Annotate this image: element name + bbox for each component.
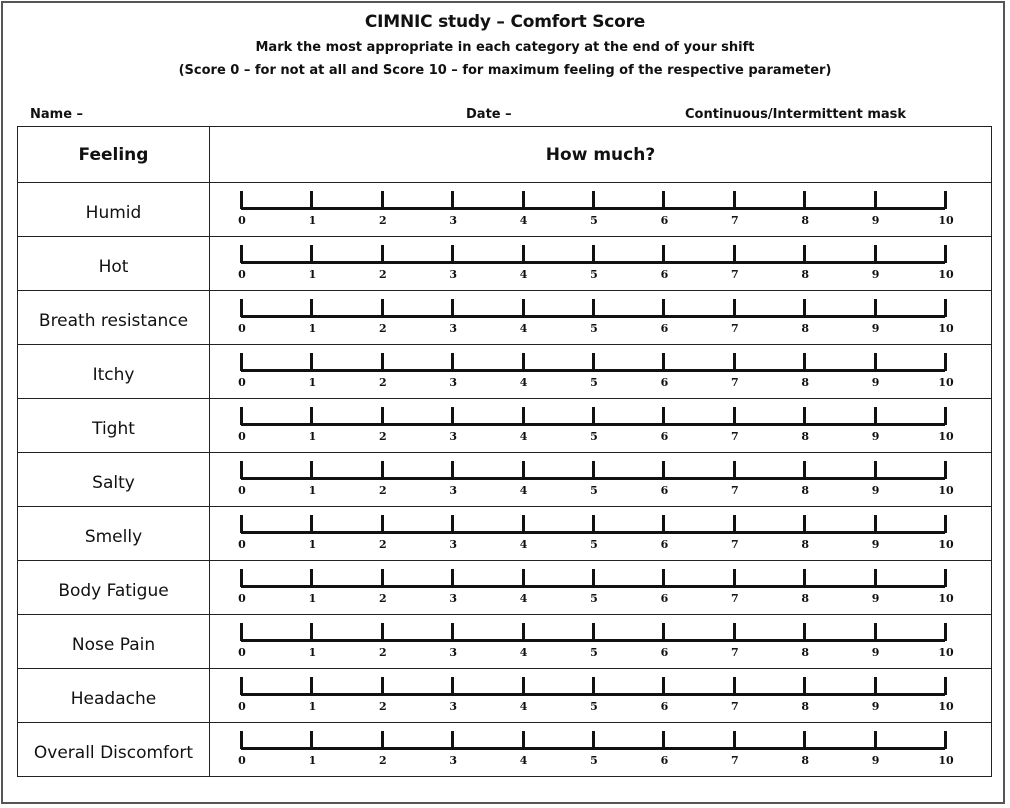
rating-scale-cell xyxy=(210,345,992,399)
scale-tick[interactable] xyxy=(592,191,595,209)
scale-tick[interactable] xyxy=(451,353,454,371)
scale-tick-label: 8 xyxy=(801,592,810,605)
scale-tick-label: 1 xyxy=(308,268,317,281)
scale-tick-label: 6 xyxy=(660,376,669,389)
scale-tick[interactable] xyxy=(592,569,595,587)
scale-tick-label: 8 xyxy=(801,538,810,551)
scale-tick-label: 7 xyxy=(730,484,739,497)
scale-tick[interactable] xyxy=(522,515,525,533)
scale-tick-label: 3 xyxy=(449,592,458,605)
scale-tick[interactable] xyxy=(803,731,806,749)
scale-tick-label: 7 xyxy=(730,700,739,713)
scale-tick[interactable] xyxy=(381,623,384,641)
scale-tick[interactable] xyxy=(522,191,525,209)
scale-tick-label: 2 xyxy=(378,322,387,335)
scale-tick-label: 3 xyxy=(449,430,458,443)
scale-tick[interactable] xyxy=(240,299,243,317)
scale-tick-label: 6 xyxy=(660,754,669,767)
scale-tick[interactable] xyxy=(381,191,384,209)
scale-tick-label: 1 xyxy=(308,700,317,713)
scale-tick-label: 5 xyxy=(590,214,598,227)
rating-scale[interactable] xyxy=(210,183,992,236)
scale-tick-label: 5 xyxy=(590,376,598,389)
scoring-note: (Score 0 – for not at all and Score 10 – for maximum feeling of the respective parameter) xyxy=(178,63,832,78)
scale-tick-label: 4 xyxy=(519,538,528,551)
rating-scale-cell xyxy=(210,669,992,723)
scale-tick[interactable] xyxy=(310,623,313,641)
scale-tick[interactable] xyxy=(874,299,877,317)
scale-tick[interactable] xyxy=(592,515,595,533)
scale-tick[interactable] xyxy=(381,407,384,425)
rating-scale[interactable] xyxy=(210,507,992,560)
scale-tick-label: 1 xyxy=(308,538,317,551)
scale-tick[interactable] xyxy=(662,623,665,641)
table-row xyxy=(18,345,992,399)
scale-tick-label: 2 xyxy=(378,376,387,389)
scale-tick-label: 4 xyxy=(519,214,528,227)
scale-tick[interactable] xyxy=(944,515,947,533)
scale-tick-label: 2 xyxy=(378,646,387,659)
scale-tick[interactable] xyxy=(381,731,384,749)
scale-tick[interactable] xyxy=(874,731,877,749)
scale-tick[interactable] xyxy=(733,623,736,641)
rating-scale[interactable] xyxy=(210,615,992,668)
scale-tick-label: 4 xyxy=(519,484,528,497)
scale-tick-label: 5 xyxy=(590,700,598,713)
scale-tick[interactable] xyxy=(592,353,595,371)
how-much-column-header: How much? xyxy=(210,127,992,183)
scale-tick[interactable] xyxy=(874,191,877,209)
scale-tick[interactable] xyxy=(522,245,525,263)
scale-tick-label: 7 xyxy=(730,754,739,767)
scale-tick[interactable] xyxy=(662,677,665,695)
scale-tick-label: 2 xyxy=(378,592,387,605)
mask-type-label: Continuous/Intermittent mask xyxy=(685,107,907,122)
scale-tick[interactable] xyxy=(733,191,736,209)
scale-tick[interactable] xyxy=(733,353,736,371)
scale-tick-label: 0 xyxy=(238,592,246,605)
scale-tick[interactable] xyxy=(310,299,313,317)
date-field-label: Date – xyxy=(466,107,512,122)
scale-tick-label: 7 xyxy=(730,268,739,281)
scale-tick-label: 1 xyxy=(308,376,317,389)
table-row xyxy=(18,507,992,561)
scale-tick[interactable] xyxy=(381,677,384,695)
table-row xyxy=(18,723,992,777)
table-row xyxy=(18,237,992,291)
scale-tick[interactable] xyxy=(240,461,243,479)
scale-tick[interactable] xyxy=(733,407,736,425)
table-row xyxy=(18,669,992,723)
scale-tick-label: 5 xyxy=(590,538,598,551)
scale-tick[interactable] xyxy=(522,299,525,317)
scale-tick[interactable] xyxy=(874,245,877,263)
scale-tick[interactable] xyxy=(522,623,525,641)
feeling-label: Breath resistance xyxy=(18,291,210,345)
scale-tick[interactable] xyxy=(522,407,525,425)
scale-tick-label: 9 xyxy=(871,484,880,497)
rating-scale-cell xyxy=(210,183,992,237)
scale-tick[interactable] xyxy=(874,623,877,641)
scale-tick[interactable] xyxy=(803,677,806,695)
scale-tick-label: 9 xyxy=(871,430,880,443)
feeling-label: Overall Discomfort xyxy=(18,723,210,777)
scale-tick[interactable] xyxy=(451,191,454,209)
scale-tick-label: 8 xyxy=(801,214,810,227)
scale-tick-label: 4 xyxy=(519,700,528,713)
scale-tick-label: 10 xyxy=(938,646,954,659)
scale-tick-label: 4 xyxy=(519,754,528,767)
scale-tick-label: 8 xyxy=(801,322,810,335)
feeling-label: Tight xyxy=(18,399,210,453)
scale-tick-label: 0 xyxy=(238,430,246,443)
scale-tick[interactable] xyxy=(803,515,806,533)
scale-tick[interactable] xyxy=(451,245,454,263)
scale-tick[interactable] xyxy=(944,245,947,263)
scale-tick[interactable] xyxy=(522,731,525,749)
table-row xyxy=(18,453,992,507)
scale-tick-label: 2 xyxy=(378,214,387,227)
scale-tick[interactable] xyxy=(733,245,736,263)
scale-tick[interactable] xyxy=(592,623,595,641)
scale-tick[interactable] xyxy=(662,353,665,371)
scale-tick-label: 9 xyxy=(871,646,880,659)
scale-tick-label: 7 xyxy=(730,646,739,659)
scale-tick[interactable] xyxy=(803,461,806,479)
scale-tick[interactable] xyxy=(662,515,665,533)
scale-tick-label: 1 xyxy=(308,430,317,443)
scale-tick[interactable] xyxy=(733,677,736,695)
scale-tick-label: 9 xyxy=(871,214,880,227)
scale-tick-label: 8 xyxy=(801,484,810,497)
feeling-label: Itchy xyxy=(18,345,210,399)
scale-tick[interactable] xyxy=(944,731,947,749)
scale-tick[interactable] xyxy=(662,245,665,263)
scale-tick-label: 9 xyxy=(871,592,880,605)
scale-tick-label: 5 xyxy=(590,592,598,605)
scale-tick[interactable] xyxy=(310,569,313,587)
scale-tick[interactable] xyxy=(733,299,736,317)
scale-tick-label: 6 xyxy=(660,538,669,551)
scale-tick-label: 4 xyxy=(519,322,528,335)
rating-scale-cell xyxy=(210,723,992,777)
scale-tick[interactable] xyxy=(310,407,313,425)
scale-tick[interactable] xyxy=(240,515,243,533)
rating-scale[interactable] xyxy=(210,453,992,506)
scale-tick-label: 10 xyxy=(938,322,954,335)
scale-tick[interactable] xyxy=(381,245,384,263)
scale-tick[interactable] xyxy=(240,353,243,371)
scale-tick-label: 0 xyxy=(238,322,246,335)
scale-tick[interactable] xyxy=(381,569,384,587)
rating-scale[interactable] xyxy=(210,399,992,452)
scale-tick[interactable] xyxy=(310,245,313,263)
rating-scale-cell xyxy=(210,453,992,507)
scale-tick-label: 8 xyxy=(801,646,810,659)
scale-tick-label: 3 xyxy=(449,646,458,659)
scale-tick-label: 3 xyxy=(449,376,458,389)
table-row xyxy=(18,561,992,615)
scale-tick[interactable] xyxy=(381,461,384,479)
table-row xyxy=(18,615,992,669)
scale-tick-label: 1 xyxy=(308,754,317,767)
scale-tick[interactable] xyxy=(451,623,454,641)
scale-tick[interactable] xyxy=(803,299,806,317)
scale-tick-label: 7 xyxy=(730,538,739,551)
scale-tick-label: 6 xyxy=(660,700,669,713)
scale-tick[interactable] xyxy=(803,407,806,425)
scale-tick-label: 1 xyxy=(308,322,317,335)
scale-tick-label: 9 xyxy=(871,538,880,551)
scale-tick-label: 4 xyxy=(519,376,528,389)
scale-tick[interactable] xyxy=(662,569,665,587)
scale-tick-label: 6 xyxy=(660,214,669,227)
form-title: CIMNIC study – Comfort Score xyxy=(364,12,646,32)
scale-tick-label: 3 xyxy=(449,322,458,335)
scale-tick[interactable] xyxy=(310,731,313,749)
scale-tick-label: 2 xyxy=(378,754,387,767)
scale-tick-label: 5 xyxy=(590,430,598,443)
scale-tick[interactable] xyxy=(451,461,454,479)
scale-tick-label: 9 xyxy=(871,268,880,281)
scale-tick[interactable] xyxy=(874,515,877,533)
scale-tick[interactable] xyxy=(944,677,947,695)
scale-tick[interactable] xyxy=(451,407,454,425)
scale-tick[interactable] xyxy=(310,515,313,533)
scale-tick-label: 10 xyxy=(938,268,954,281)
table-header-row xyxy=(18,127,992,183)
scale-tick[interactable] xyxy=(240,245,243,263)
scale-tick[interactable] xyxy=(874,569,877,587)
scale-tick[interactable] xyxy=(381,515,384,533)
rating-scale-cell xyxy=(210,399,992,453)
scale-tick-label: 7 xyxy=(730,322,739,335)
scale-tick-label: 7 xyxy=(730,376,739,389)
scale-tick[interactable] xyxy=(944,623,947,641)
scale-tick[interactable] xyxy=(733,461,736,479)
scale-tick-label: 10 xyxy=(938,214,954,227)
table-row xyxy=(18,183,992,237)
scale-tick[interactable] xyxy=(451,515,454,533)
scale-tick-label: 0 xyxy=(238,754,246,767)
scale-tick[interactable] xyxy=(874,677,877,695)
table-row xyxy=(18,399,992,453)
scale-tick[interactable] xyxy=(733,569,736,587)
scale-tick-label: 10 xyxy=(938,592,954,605)
scale-tick-label: 8 xyxy=(801,376,810,389)
scale-tick-label: 6 xyxy=(660,322,669,335)
scale-tick[interactable] xyxy=(944,353,947,371)
rating-scale[interactable] xyxy=(210,345,992,398)
scale-tick[interactable] xyxy=(240,677,243,695)
scale-tick[interactable] xyxy=(944,407,947,425)
scale-tick-label: 10 xyxy=(938,484,954,497)
scale-tick-label: 5 xyxy=(590,754,598,767)
scale-tick[interactable] xyxy=(240,191,243,209)
scale-tick-label: 9 xyxy=(871,322,880,335)
scale-tick[interactable] xyxy=(451,731,454,749)
scale-tick-label: 2 xyxy=(378,484,387,497)
feeling-column-header: Feeling xyxy=(18,127,210,183)
scale-tick-label: 7 xyxy=(730,214,739,227)
scale-tick[interactable] xyxy=(522,353,525,371)
scale-tick[interactable] xyxy=(733,731,736,749)
rating-scale-cell xyxy=(210,237,992,291)
scale-tick-label: 0 xyxy=(238,214,246,227)
rating-scale-cell xyxy=(210,561,992,615)
scale-tick-label: 3 xyxy=(449,754,458,767)
scale-tick-label: 0 xyxy=(238,646,246,659)
scale-tick[interactable] xyxy=(310,677,313,695)
scale-tick-label: 0 xyxy=(238,484,246,497)
scale-tick[interactable] xyxy=(451,299,454,317)
rating-scale-cell xyxy=(210,291,992,345)
scale-tick-label: 9 xyxy=(871,376,880,389)
scale-tick-label: 3 xyxy=(449,214,458,227)
scale-tick-label: 1 xyxy=(308,592,317,605)
feeling-label: Hot xyxy=(18,237,210,291)
scale-tick-label: 9 xyxy=(871,700,880,713)
scale-tick[interactable] xyxy=(592,731,595,749)
scale-tick-label: 5 xyxy=(590,322,598,335)
scale-tick[interactable] xyxy=(451,569,454,587)
scale-tick-label: 8 xyxy=(801,430,810,443)
scale-tick-label: 8 xyxy=(801,268,810,281)
scale-tick-label: 1 xyxy=(308,646,317,659)
rating-scale[interactable] xyxy=(210,291,992,344)
scale-tick-label: 5 xyxy=(590,484,598,497)
scale-tick-label: 1 xyxy=(308,214,317,227)
scale-tick-label: 8 xyxy=(801,754,810,767)
feeling-label: Nose Pain xyxy=(18,615,210,669)
scale-tick[interactable] xyxy=(592,407,595,425)
scale-tick-label: 1 xyxy=(308,484,317,497)
scale-tick-label: 10 xyxy=(938,376,954,389)
scale-tick[interactable] xyxy=(944,461,947,479)
scale-tick[interactable] xyxy=(522,569,525,587)
scale-tick-label: 0 xyxy=(238,538,246,551)
scale-tick-label: 5 xyxy=(590,646,598,659)
scale-tick[interactable] xyxy=(803,191,806,209)
scale-tick[interactable] xyxy=(310,461,313,479)
scale-tick-label: 3 xyxy=(449,538,458,551)
feeling-label: Headache xyxy=(18,669,210,723)
scale-tick-label: 4 xyxy=(519,268,528,281)
scale-tick[interactable] xyxy=(874,353,877,371)
scale-tick[interactable] xyxy=(662,191,665,209)
scale-tick[interactable] xyxy=(803,353,806,371)
scale-tick[interactable] xyxy=(240,623,243,641)
feeling-label: Body Fatigue xyxy=(18,561,210,615)
scale-tick-label: 10 xyxy=(938,700,954,713)
scale-tick-label: 4 xyxy=(519,430,528,443)
scale-tick[interactable] xyxy=(662,407,665,425)
scale-tick[interactable] xyxy=(592,461,595,479)
feeling-label: Humid xyxy=(18,183,210,237)
scale-tick[interactable] xyxy=(592,677,595,695)
rating-scale[interactable] xyxy=(210,669,992,722)
scale-tick-label: 3 xyxy=(449,268,458,281)
scale-tick-label: 0 xyxy=(238,700,246,713)
name-field-label: Name – xyxy=(30,107,84,122)
rating-scale[interactable] xyxy=(210,561,992,614)
scale-tick[interactable] xyxy=(662,461,665,479)
scale-tick-label: 2 xyxy=(378,430,387,443)
scale-tick-label: 2 xyxy=(378,268,387,281)
scale-tick-label: 6 xyxy=(660,268,669,281)
rating-scale[interactable] xyxy=(210,237,992,290)
scale-tick-label: 3 xyxy=(449,700,458,713)
scale-tick[interactable] xyxy=(522,677,525,695)
rating-scale-cell xyxy=(210,507,992,561)
scale-tick-label: 10 xyxy=(938,538,954,551)
scale-tick[interactable] xyxy=(381,299,384,317)
scale-tick[interactable] xyxy=(803,569,806,587)
table-row xyxy=(18,291,992,345)
scale-tick-label: 4 xyxy=(519,646,528,659)
scale-tick[interactable] xyxy=(803,245,806,263)
scale-tick[interactable] xyxy=(522,461,525,479)
form-subtitle: Mark the most appropriate in each category at the end of your shift xyxy=(255,40,755,55)
scale-tick[interactable] xyxy=(240,407,243,425)
scale-tick-label: 4 xyxy=(519,592,528,605)
scale-tick-label: 0 xyxy=(238,376,246,389)
feeling-label: Smelly xyxy=(18,507,210,561)
scale-tick[interactable] xyxy=(944,569,947,587)
scale-tick[interactable] xyxy=(451,677,454,695)
scale-tick[interactable] xyxy=(944,191,947,209)
rating-scale-cell xyxy=(210,615,992,669)
scale-tick[interactable] xyxy=(874,407,877,425)
scale-tick-label: 6 xyxy=(660,646,669,659)
scale-tick[interactable] xyxy=(592,245,595,263)
scale-tick[interactable] xyxy=(240,731,243,749)
feeling-label: Salty xyxy=(18,453,210,507)
scale-tick-label: 2 xyxy=(378,538,387,551)
scale-tick[interactable] xyxy=(944,299,947,317)
scale-tick-label: 10 xyxy=(938,430,954,443)
scale-tick-label: 9 xyxy=(871,754,880,767)
scale-tick-label: 6 xyxy=(660,430,669,443)
scale-tick[interactable] xyxy=(733,515,736,533)
scale-tick[interactable] xyxy=(803,623,806,641)
scale-tick-label: 7 xyxy=(730,592,739,605)
scale-tick[interactable] xyxy=(662,299,665,317)
scale-tick-label: 8 xyxy=(801,700,810,713)
scale-tick-label: 5 xyxy=(590,268,598,281)
scale-tick[interactable] xyxy=(592,299,595,317)
scale-tick-label: 0 xyxy=(238,268,246,281)
scale-tick-label: 7 xyxy=(730,430,739,443)
scale-tick[interactable] xyxy=(874,461,877,479)
scale-tick[interactable] xyxy=(662,731,665,749)
scale-tick[interactable] xyxy=(310,191,313,209)
comfort-score-table xyxy=(17,126,992,777)
scale-tick-label: 3 xyxy=(449,484,458,497)
scale-tick[interactable] xyxy=(240,569,243,587)
scale-tick[interactable] xyxy=(381,353,384,371)
scale-tick-label: 6 xyxy=(660,592,669,605)
scale-tick-label: 2 xyxy=(378,700,387,713)
scale-tick-label: 6 xyxy=(660,484,669,497)
rating-scale[interactable] xyxy=(210,723,992,776)
scale-tick[interactable] xyxy=(310,353,313,371)
scale-tick-label: 10 xyxy=(938,754,954,767)
